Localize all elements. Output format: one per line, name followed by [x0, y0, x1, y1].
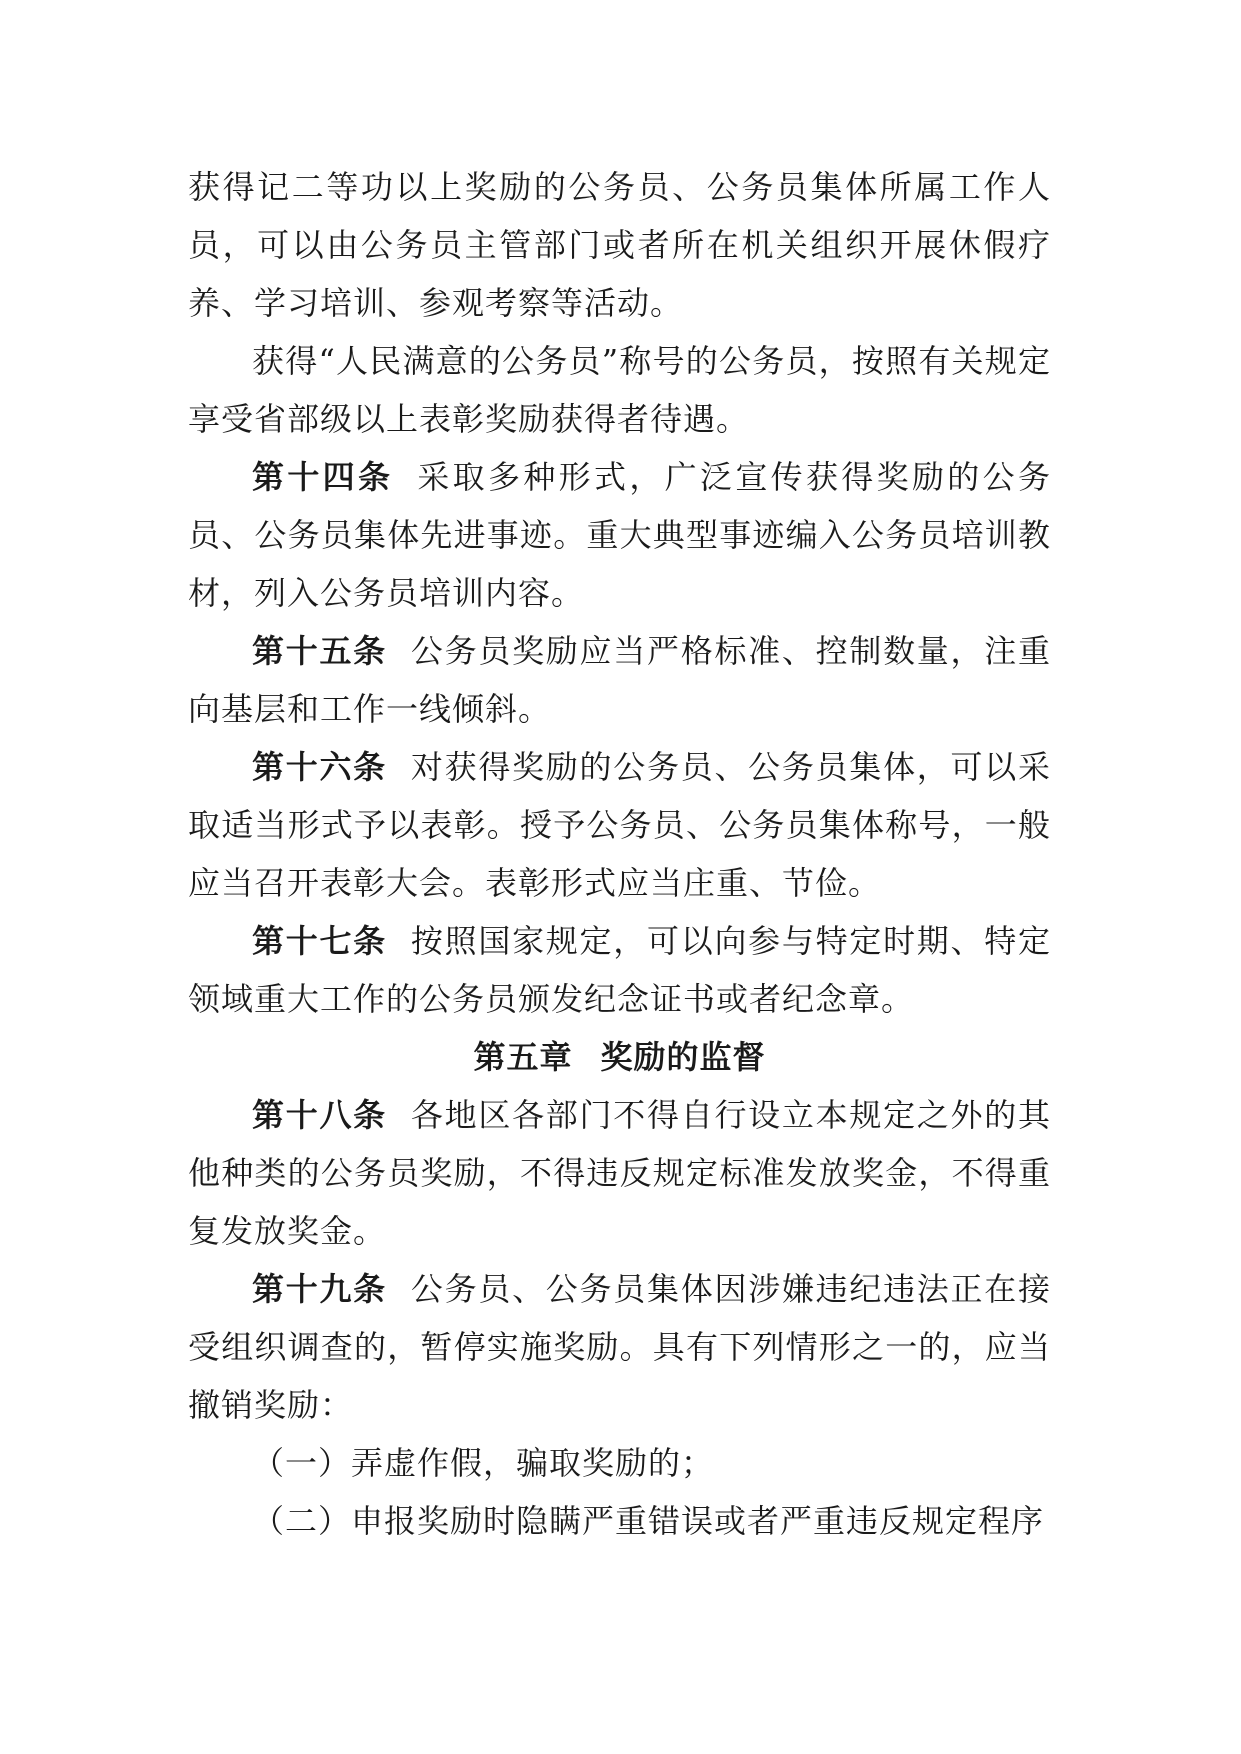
article-15 — [188, 622, 1051, 738]
chapter-5-heading — [188, 1028, 1051, 1086]
article-19-text: 公务员、公务员集体因涉嫌违纪违法正在接受组织调查的，暂停实施奖励。具有下列情形之一的，应当撤销奖励： — [188, 1270, 1051, 1424]
article-16 — [188, 738, 1051, 912]
article-19 — [188, 1260, 1051, 1434]
article-18-label: 第十八条 — [252, 1096, 387, 1134]
article-17-label: 第十七条 — [252, 922, 387, 960]
document-body — [188, 158, 1051, 1550]
paragraph-satisfied-civil-servant: 获得“人民满意的公务员”称号的公务员，按照有关规定享受省部级以上表彰奖励获得者待遇。 — [188, 342, 1051, 438]
article-15-text: 公务员奖励应当严格标准、控制数量，注重向基层和工作一线倾斜。 — [188, 632, 1051, 728]
article-16-text: 对获得奖励的公务员、公务员集体，可以采取适当形式予以表彰。授予公务员、公务员集体称号，一般应当召开表彰大会。表彰形式应当庄重、节俭。 — [188, 748, 1051, 902]
article-18 — [188, 1086, 1051, 1260]
article-14 — [188, 448, 1051, 622]
article-14-text: 采取多种形式，广泛宣传获得奖励的公务员、公务员集体先进事迹。重大典型事迹编入公务员培训教材，列入公务员培训内容。 — [188, 458, 1051, 612]
article-14-label: 第十四条 — [252, 458, 394, 496]
chapter-5-title: 奖励的监督 — [600, 1038, 766, 1076]
article-17 — [188, 912, 1051, 1028]
article-18-text: 各地区各部门不得自行设立本规定之外的其他种类的公务员奖励，不得违反规定标准发放奖金，不得重复发放奖金。 — [188, 1096, 1051, 1250]
list-item-2: （二）申报奖励时隐瞒严重错误或者严重违反规定程序 — [252, 1502, 1045, 1540]
article-19-label: 第十九条 — [252, 1270, 387, 1308]
article-17-text: 按照国家规定，可以向参与特定时期、特定领域重大工作的公务员颁发纪念证书或者纪念章。 — [188, 922, 1051, 1018]
article-16-label: 第十六条 — [252, 748, 387, 786]
list-item-1: （一）弄虚作假，骗取奖励的； — [252, 1444, 715, 1482]
article-15-label: 第十五条 — [252, 632, 387, 670]
chapter-5-number: 第五章 — [473, 1038, 573, 1076]
paragraph-award-benefits: 获得记二等功以上奖励的公务员、公务员集体所属工作人员，可以由公务员主管部门或者所在机关组织开展休假疗养、学习培训、参观考察等活动。 — [188, 168, 1051, 322]
